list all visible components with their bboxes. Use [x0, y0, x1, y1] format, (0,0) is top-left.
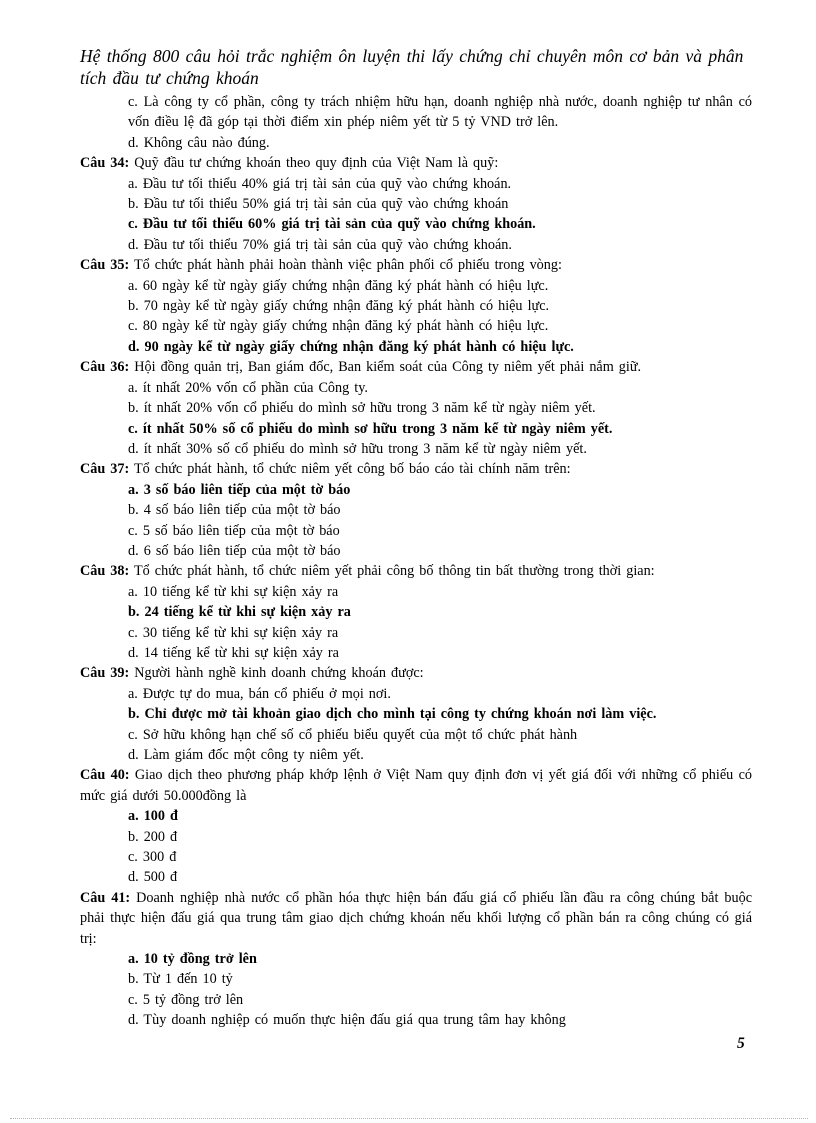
question-34-options: [128, 174, 752, 256]
question-37-option-a: a. 3 số báo liên tiếp của một tờ báo: [128, 481, 351, 498]
question-36-number: Câu 36:: [80, 359, 130, 376]
question-40-text: [80, 765, 752, 806]
question-34-option-c: c. Đầu tư tối thiểu 60% giá trị tài sản của quỹ vào chứng khoán.: [128, 216, 536, 233]
question-34-number: Câu 34:: [80, 155, 130, 172]
question-37-text: [80, 459, 752, 479]
question-36: [80, 357, 752, 459]
question-41-option-c: c. 5 tỷ đồng trở lên: [128, 991, 244, 1008]
question-35-number: Câu 35:: [80, 257, 130, 274]
question-38: [80, 561, 752, 663]
question-40-body: Giao dịch theo phương pháp khớp lệnh ở Việt Nam quy định đơn vị yết giá đối với những cổ phiếu có mức giá dưới 50.000đồng là: [80, 767, 752, 804]
question-35-options: [128, 276, 752, 358]
question-38-text: [80, 561, 752, 581]
question-36-body: Hội đồng quản trị, Ban giám đốc, Ban kiểm soát của Công ty niêm yết phải nắm giữ.: [134, 359, 642, 376]
question-41-option-b: b. Từ 1 đến 10 tỷ: [128, 971, 233, 988]
question-35-option-d: d. 90 ngày kể từ ngày giấy chứng nhận đăng ký phát hành có hiệu lực.: [128, 338, 574, 355]
question-39: [80, 663, 752, 765]
question-39-number: Câu 39:: [80, 665, 130, 682]
question-41: [80, 888, 752, 1031]
question-38-option-c: c. 30 tiếng kể từ khi sự kiện xảy ra: [128, 624, 339, 641]
footer-divider: [10, 1118, 808, 1119]
question-35-option-b: b. 70 ngày kể từ ngày giấy chứng nhận đăng ký phát hành có hiệu lực.: [128, 298, 550, 315]
question-37-option-b: b. 4 số báo liên tiếp của một tờ báo: [128, 502, 341, 519]
question-39-option-c: c. Sở hữu không hạn chế số cổ phiếu biểu quyết của một tổ chức phát hành: [128, 726, 578, 743]
question-36-option-a: a. ít nhất 20% vốn cổ phần của Công ty.: [128, 379, 368, 396]
question-36-text: [80, 357, 752, 377]
question-34-option-d: d. Đầu tư tối thiểu 70% giá trị tài sản của quỹ vào chứng khoán.: [128, 236, 512, 253]
question-36-option-c: c. ít nhất 50% số cổ phiếu do mình sơ hữu trong 3 năm kể từ ngày niêm yết.: [128, 420, 613, 437]
question-35-body: Tổ chức phát hành phải hoàn thành việc phân phối cổ phiếu trong vòng:: [134, 257, 562, 274]
question-41-body: Doanh nghiệp nhà nước cổ phần hóa thực hiện bán đấu giá cổ phiếu lần đầu ra công chúng bắt buộc phải thực hiện đấu giá qua trung tâm giao dịch chứng khoán nếu khối lượng cổ phần bán ra công chúng có giá trị:: [80, 889, 752, 947]
question-41-option-a: a. 10 tỷ đồng trở lên: [128, 951, 257, 968]
page-number: 5: [737, 1035, 745, 1052]
question-36-option-d: d. ít nhất 30% số cổ phiếu do mình sở hữu trong 3 năm kể từ ngày niêm yết.: [128, 440, 587, 457]
question-40-options: [128, 806, 752, 888]
question-37-body: Tổ chức phát hành, tổ chức niêm yết công bố báo cáo tài chính năm trên:: [134, 461, 571, 478]
question-34-option-a: a. Đầu tư tối thiểu 40% giá trị tài sản của quỹ vào chứng khoán.: [128, 175, 512, 192]
question-41-option-d: d. Tùy doanh nghiệp có muốn thực hiện đấu giá qua trung tâm hay không: [128, 1012, 566, 1029]
question-40-option-a: a. 100 đ: [128, 808, 178, 825]
question-39-option-a: a. Được tự do mua, bán cổ phiếu ở mọi nơi.: [128, 685, 391, 702]
document-title: Hệ thống 800 câu hỏi trắc nghiệm ôn luyện thi lấy chứng chỉ chuyên môn cơ bản và phân tích đầu tư chứng khoán: [80, 46, 744, 88]
question-35-option-a: a. 60 ngày kể từ ngày giấy chứng nhận đăng ký phát hành có hiệu lực.: [128, 277, 549, 294]
question-41-text: [80, 888, 752, 949]
question-41-number: Câu 41:: [80, 889, 131, 906]
question-37-number: Câu 37:: [80, 461, 130, 478]
question-39-options: [128, 684, 752, 766]
question-37: [80, 459, 752, 561]
question-38-number: Câu 38:: [80, 563, 130, 580]
question-34-body: Quỹ đầu tư chứng khoán theo quy định của Việt Nam là quỹ:: [134, 155, 499, 172]
question-40-number: Câu 40:: [80, 767, 130, 784]
question-40-option-c: c. 300 đ: [128, 849, 177, 866]
question-38-options: [128, 582, 752, 664]
question-39-body: Người hành nghề kinh doanh chứng khoán được:: [134, 665, 424, 682]
question-41-options: [128, 949, 752, 1031]
carryover-options: [128, 92, 752, 153]
question-37-options: [128, 480, 752, 562]
question-40-option-d: d. 500 đ: [128, 869, 178, 886]
question-34: [80, 153, 752, 255]
question-35-option-c: c. 80 ngày kể từ ngày giấy chứng nhận đăng ký phát hành có hiệu lực.: [128, 318, 549, 335]
question-39-option-b: b. Chỉ được mở tài khoản giao dịch cho mình tại công ty chứng khoán nơi làm việc.: [128, 706, 657, 723]
question-38-body: Tổ chức phát hành, tổ chức niêm yết phải công bố thông tin bất thường trong thời gian:: [134, 563, 655, 580]
question-39-text: [80, 663, 752, 683]
question-34-text: [80, 153, 752, 173]
question-35-text: [80, 255, 752, 275]
question-36-option-b: b. ít nhất 20% vốn cổ phiếu do mình sở hữu trong 3 năm kể từ ngày niêm yết.: [128, 400, 596, 417]
question-36-options: [128, 378, 752, 460]
question-38-option-a: a. 10 tiếng kể từ khi sự kiện xảy ra: [128, 583, 339, 600]
question-40-option-b: b. 200 đ: [128, 828, 178, 845]
question-37-option-d: d. 6 số báo liên tiếp của một tờ báo: [128, 542, 341, 559]
carryover-option-d: d. Không câu nào đúng.: [128, 134, 270, 151]
carryover-option-c: c. Là công ty cổ phần, công ty trách nhiệm hữu hạn, doanh nghiệp nhà nước, doanh nghiệp tư nhân có vốn điều lệ đã góp tại thời điểm xin phép niêm yết từ 5 tỷ VND trở lên.: [128, 94, 752, 131]
question-37-option-c: c. 5 số báo liên tiếp của một tờ báo: [128, 522, 340, 539]
question-38-option-d: d. 14 tiếng kể từ khi sự kiện xảy ra: [128, 644, 339, 661]
question-38-option-b: b. 24 tiếng kể từ khi sự kiện xảy ra: [128, 604, 351, 621]
question-40: [80, 765, 752, 887]
question-34-option-b: b. Đầu tư tối thiểu 50% giá trị tài sản của quỹ vào chứng khoán: [128, 196, 509, 213]
question-35: [80, 255, 752, 357]
question-39-option-d: d. Làm giám đốc một công ty niêm yết.: [128, 747, 364, 763]
